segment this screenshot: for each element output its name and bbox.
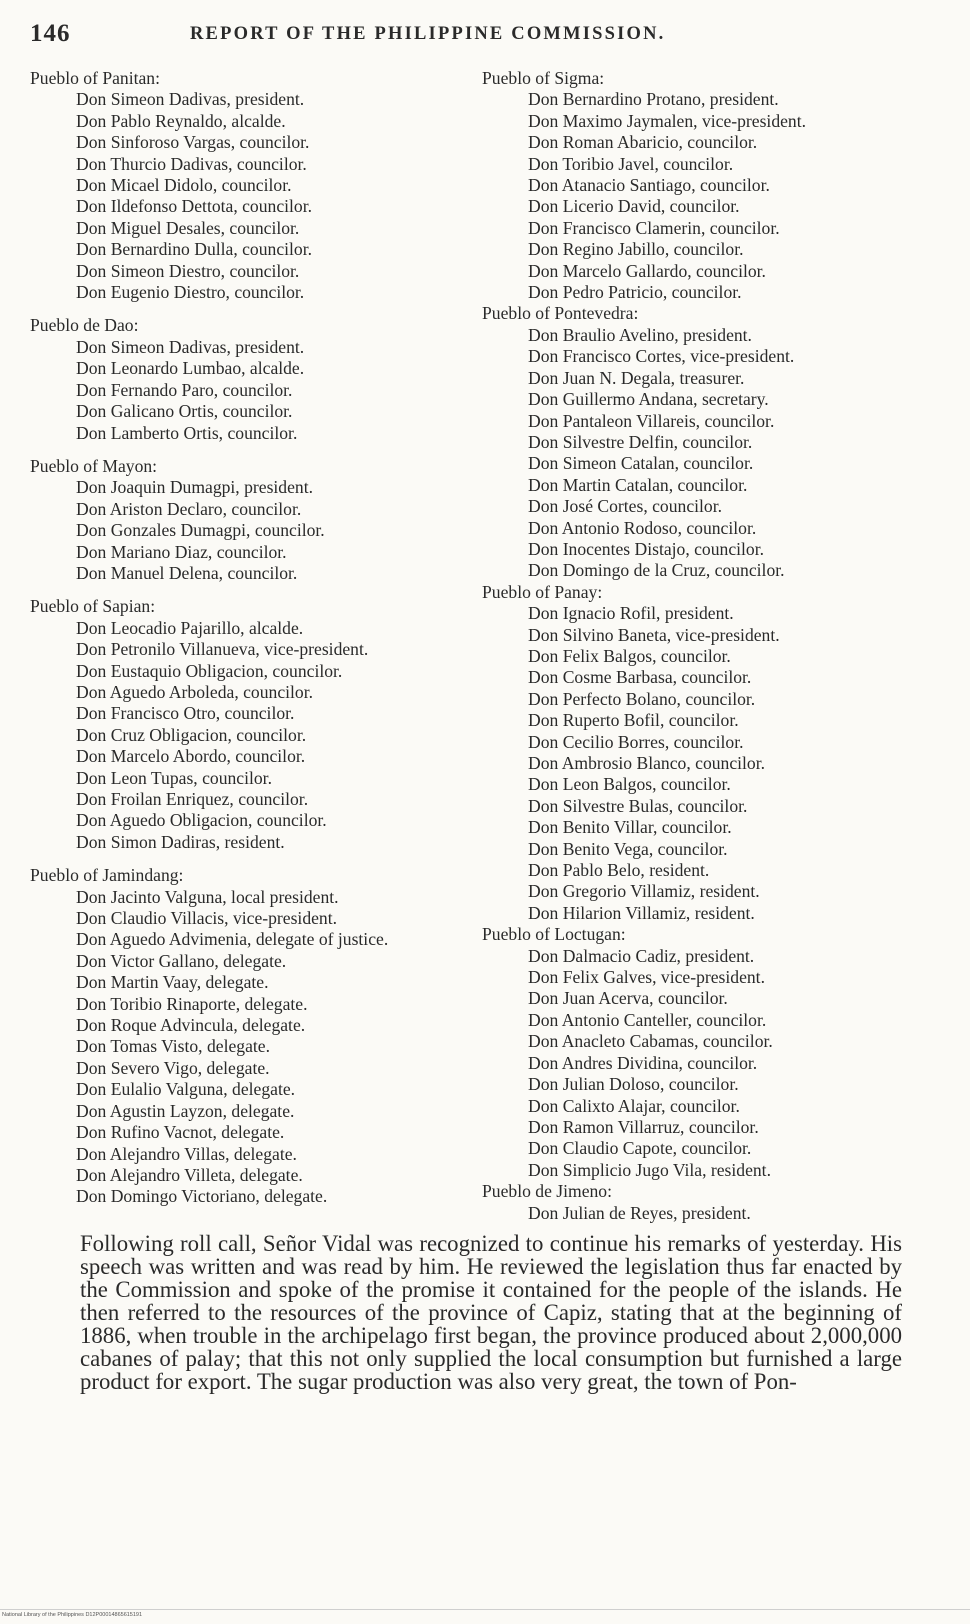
pueblo-block <box>482 924 912 1181</box>
member-entry: Don Tomas Visto, delegate. <box>76 1036 270 1057</box>
member-entry: Don Licerio David, councilor. <box>528 196 740 217</box>
member-entry: Don Gregorio Villamiz, resident. <box>528 881 760 902</box>
member-entry: Don Simeon Dadivas, president. <box>76 89 305 110</box>
member-entry: Don Severo Vigo, delegate. <box>76 1057 270 1078</box>
member-entry: Don Antonio Rodoso, councilor. <box>528 517 757 538</box>
member-entry: Don Ruperto Bofil, councilor. <box>528 710 739 731</box>
member-entry: Don Roque Advincula, delegate. <box>76 1015 306 1036</box>
member-entry: Don Andres Dividina, councilor. <box>528 1052 758 1073</box>
member-entry: Don Lamberto Ortis, councilor. <box>76 422 298 443</box>
body-paragraph: Following roll call, Señor Vidal was recognized to continue his remarks of yesterday. His speech was written and was read by him. He reviewed the legislation thus far enacted by the Commission and spoke of the promise it contained for the people of the islands. He then referred to the resources of the province of Capiz, stating that at the beginning of 1886, when trouble in the archipelago first began, the province produced about 2,000,000 cabanes of palay; that this not only supplied the local consumption but furnished a large product for export. The sugar production was also very great, the town of Pon- <box>80 1231 902 1394</box>
member-entry: Don Inocentes Distajo, councilor. <box>528 538 764 559</box>
member-entry: Don Francisco Otro, councilor. <box>76 703 295 724</box>
member-entry: Don Marcelo Abordo, councilor. <box>76 746 306 767</box>
member-entry: Don Braulio Avelino, president. <box>528 324 752 345</box>
member-entry: Don Eugenio Diestro, councilor. <box>76 282 305 303</box>
member-entry: Don Juan Acerva, councilor. <box>528 988 728 1009</box>
member-entry: Don Benito Villar, councilor. <box>528 817 732 838</box>
member-entry: Don Rufino Vacnot, delegate. <box>76 1122 285 1143</box>
pueblo-block <box>30 596 470 853</box>
member-entry: Don Manuel Delena, councilor. <box>76 562 298 583</box>
member-entry: Don Roman Abaricio, councilor. <box>528 132 758 153</box>
member-entry: Don Agustin Layzon, delegate. <box>76 1100 295 1121</box>
member-entry: Don Ildefonso Dettota, councilor. <box>76 196 312 217</box>
member-entry: Don Galicano Ortis, councilor. <box>76 401 293 422</box>
member-entry: Don Calixto Alajar, councilor. <box>528 1095 740 1116</box>
pueblo-block <box>30 456 470 584</box>
member-entry: Don Gonzales Dumagpi, councilor. <box>76 520 325 541</box>
pueblo-title: Pueblo of Loctugan: <box>482 924 626 945</box>
page-header <box>30 14 930 54</box>
footer-divider <box>0 1609 970 1610</box>
member-entry: Don Julian de Reyes, president. <box>528 1202 751 1223</box>
member-entry: Don Silvino Baneta, vice-president. <box>528 624 780 645</box>
member-entry: Don Maximo Jaymalen, vice-president. <box>528 110 807 131</box>
pueblo-gap <box>30 303 470 315</box>
member-entry: Don Simon Dadiras, resident. <box>76 831 285 852</box>
member-entry: Don Anacleto Cabamas, councilor. <box>528 1031 773 1052</box>
footer-stamp: National Library of the Philippines D12P00014865615191 <box>2 1612 143 1618</box>
member-entry: Don Eustaquio Obligacion, councilor. <box>76 660 343 681</box>
member-entry: Don Juan N. Degala, treasurer. <box>528 367 745 388</box>
member-entry: Don Pablo Belo, resident. <box>528 860 710 881</box>
member-entry: Don Domingo de la Cruz, councilor. <box>528 560 785 581</box>
pueblo-block <box>30 865 470 1208</box>
member-entry: Don Victor Gallano, delegate. <box>76 950 287 971</box>
pueblo-gap <box>30 444 470 456</box>
pueblo-block <box>30 68 470 303</box>
member-entry: Don Cosme Barbasa, councilor. <box>528 667 752 688</box>
member-entry: Don Bernardino Dulla, councilor. <box>76 239 312 260</box>
member-entry: Don Bernardino Protano, president. <box>528 89 779 110</box>
member-entry: Don Aguedo Obligacion, councilor. <box>76 810 327 831</box>
pueblo-title: Pueblo de Jimeno: <box>482 1181 612 1202</box>
member-entry: Don José Cortes, councilor. <box>528 496 722 517</box>
member-entry: Don Martin Vaay, delegate. <box>76 972 269 993</box>
member-entry: Don Felix Balgos, councilor. <box>528 645 731 666</box>
member-entry: Don Petronilo Villanueva, vice-president. <box>76 639 369 660</box>
member-entry: Don Leon Balgos, councilor. <box>528 774 731 795</box>
member-entry: Don Cruz Obligacion, councilor. <box>76 724 307 745</box>
member-entry: Don Alejandro Villeta, delegate. <box>76 1164 303 1185</box>
member-entry: Don Toribio Javel, councilor. <box>528 153 734 174</box>
member-entry: Don Benito Vega, councilor. <box>528 838 728 859</box>
pueblo-title: Pueblo of Jamindang: <box>30 865 184 886</box>
member-entry: Don Alejandro Villas, delegate. <box>76 1143 297 1164</box>
pueblo-block <box>30 315 470 443</box>
member-entry: Don Ambrosio Blanco, councilor. <box>528 753 765 773</box>
member-entry: Don Pantaleon Villareis, councilor. <box>528 410 775 431</box>
member-entry: Don Toribio Rinaporte, delegate. <box>76 993 308 1014</box>
member-entry: Don Regino Jabillo, councilor. <box>528 239 744 260</box>
member-entry: Don Guillermo Andana, secretary. <box>528 389 769 410</box>
member-entry: Don Ramon Villarruz, councilor. <box>528 1116 759 1137</box>
member-entry: Don Leonardo Lumbao, alcalde. <box>76 358 305 379</box>
member-entry: Don Atanacio Santiago, councilor. <box>528 175 770 196</box>
member-entry: Don Jacinto Valguna, local president. <box>76 886 339 907</box>
member-entry: Don Cecilio Borres, councilor. <box>528 731 744 752</box>
member-entry: Don Thurcio Dadivas, councilor. <box>76 153 307 174</box>
member-entry: Don Mariano Diaz, councilor. <box>76 541 287 562</box>
member-entry: Don Hilarion Villamiz, resident. <box>528 902 755 923</box>
member-entry: Don Francisco Clamerin, councilor. <box>528 217 780 238</box>
member-entry: Don Martin Catalan, councilor. <box>528 474 748 495</box>
member-entry: Don Fernando Paro, councilor. <box>76 379 293 400</box>
member-entry: Don Leon Tupas, councilor. <box>76 767 272 788</box>
member-entry: Don Domingo Victoriano, delegate. <box>76 1186 328 1207</box>
member-entry: Don Felix Galves, vice-president. <box>528 967 765 988</box>
member-entry: Don Miguel Desales, councilor. <box>76 217 300 238</box>
member-entry: Don Froilan Enriquez, councilor. <box>76 789 309 809</box>
left-column <box>30 68 470 1208</box>
member-entry: Don Simeon Dadivas, president. <box>76 336 305 357</box>
member-entry: Don Aguedo Arboleda, councilor. <box>76 681 313 702</box>
member-entry: Don Pablo Reynaldo, alcalde. <box>76 110 286 131</box>
pueblo-title: Pueblo of Panay: <box>482 581 603 602</box>
member-entry: Don Julian Doloso, councilor. <box>528 1074 739 1095</box>
pueblo-gap <box>30 584 470 596</box>
member-entry: Don Marcelo Gallardo, councilor. <box>528 260 766 281</box>
member-entry: Don Simplicio Jugo Vila, resident. <box>528 1159 771 1180</box>
member-entry: Don Leocadio Pajarillo, alcalde. <box>76 617 304 638</box>
right-column <box>482 68 912 1224</box>
pueblo-title: Pueblo of Pontevedra: <box>482 303 639 324</box>
member-entry: Don Claudio Capote, councilor. <box>528 1138 752 1159</box>
member-entry: Don Silvestre Bulas, councilor. <box>528 795 748 816</box>
member-entry: Don Ignacio Rofil, president. <box>528 603 734 624</box>
pueblo-title: Pueblo of Mayon: <box>30 455 158 476</box>
member-entry: Don Aguedo Advimenia, delegate of justice. <box>76 929 389 950</box>
pueblo-block <box>482 1181 912 1224</box>
pueblo-title: Pueblo of Sigma: <box>482 68 605 88</box>
member-entry: Don Ariston Declaro, councilor. <box>76 498 302 519</box>
running-head: REPORT OF THE PHILIPPINE COMMISSION. <box>190 24 666 44</box>
member-entry: Don Simeon Catalan, councilor. <box>528 453 754 474</box>
member-entry: Don Francisco Cortes, vice-president. <box>528 346 795 367</box>
member-entry: Don Micael Didolo, councilor. <box>76 175 292 196</box>
pueblo-block <box>482 303 912 581</box>
member-entry: Don Claudio Villacis, vice-president. <box>76 908 338 929</box>
pueblo-title: Pueblo of Sapian: <box>30 596 156 617</box>
member-entry: Don Silvestre Delfin, councilor. <box>528 431 753 452</box>
member-entry: Don Eulalio Valguna, delegate. <box>76 1079 296 1100</box>
member-entry: Don Antonio Canteller, councilor. <box>528 1009 767 1030</box>
pueblo-gap <box>30 853 470 865</box>
pueblo-title: Pueblo de Dao: <box>30 315 139 336</box>
member-entry: Don Pedro Patricio, councilor. <box>528 282 742 303</box>
page-number: 146 <box>30 20 71 47</box>
member-entry: Don Dalmacio Cadiz, president. <box>528 945 755 966</box>
member-entry: Don Simeon Diestro, councilor. <box>76 260 300 281</box>
member-entry: Don Joaquin Dumagpi, president. <box>76 477 313 498</box>
pueblo-title: Pueblo of Panitan: <box>30 68 160 88</box>
pueblo-block <box>482 582 912 925</box>
pueblo-block <box>482 68 912 303</box>
member-entry: Don Perfecto Bolano, councilor. <box>528 688 756 709</box>
member-entry: Don Sinforoso Vargas, councilor. <box>76 132 310 153</box>
